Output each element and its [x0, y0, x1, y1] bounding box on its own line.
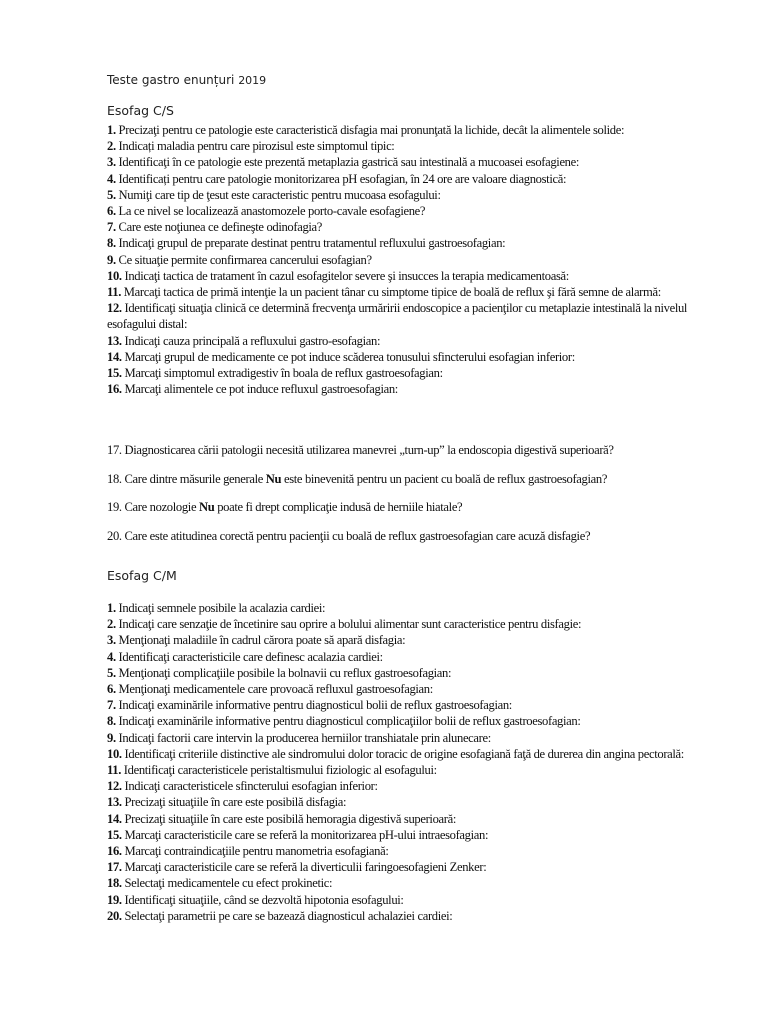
question-text: Precizaţi situaţiile în care este posibilă hemoragia digestivă superioară: — [121, 811, 456, 826]
question-number: 1. — [107, 601, 116, 615]
question-text: Marcaţi tactica de primă intenţie la un pacient tânar cu simptome tipice de boală de reflux şi fără semne de alarmă: — [121, 285, 661, 300]
question-item — [107, 681, 717, 697]
question-text: Marcaţi alimentele ce pot induce refluxul gastroesofagian: — [121, 382, 398, 397]
question-text: Marcaţi caracteristicile care se referă la diverticulii faringoesofagieni Zenker: — [121, 860, 487, 875]
question-text: Marcaţi contraindicaţiile pentru manometria esofagiană: — [121, 844, 389, 859]
question-number: 17. — [107, 443, 122, 457]
question-number: 19. — [107, 892, 122, 907]
question-number: 3. — [107, 633, 116, 648]
question-text: Marcaţi simptomul extradigestiv în boala de reflux gastroesofagian: — [121, 366, 443, 381]
question-text: Indicaţi caracteristicele sfincterului esofagian inferior: — [121, 779, 378, 794]
question-text: Selectaţi medicamentele cu efect prokinetic: — [121, 876, 333, 891]
question-text: Indicați maladia pentru care pirozisul este simptomul tipic: — [115, 139, 395, 154]
question-item — [107, 665, 717, 681]
question-item — [107, 713, 717, 729]
question-text: Indicaţi tactica de tratament în cazul esofagitelor severe şi insucces la terapia medicamentoasă: — [121, 268, 569, 283]
question-number: 17. — [107, 860, 122, 875]
question-item — [107, 616, 717, 632]
question-item — [107, 811, 717, 827]
question-number: 16. — [107, 382, 122, 397]
question-item — [107, 381, 717, 397]
question-text: Identificați pentru care patologie monitorizarea pH esofagian, în 24 ore are valoare diagnostică: — [115, 171, 567, 186]
question-item — [107, 284, 717, 300]
question-item — [107, 122, 717, 138]
question-text-before: Care nozologie — [121, 500, 199, 515]
question-text: Menţionaţi maladiile în cadrul cărora poate să apară disfagia: — [115, 633, 406, 648]
question-item — [107, 333, 717, 349]
question-number: 11. — [107, 285, 121, 300]
question-text: Precizaţi pentru ce patologie este caracteristică disfagia mai pronunţată la lichide, decât la alimentele solide: — [115, 123, 625, 137]
question-item — [107, 300, 717, 332]
question-item — [107, 365, 717, 381]
question-text: Menţionaţi complicaţiile posibile la bolnavii cu reflux gastroesofagian: — [115, 665, 452, 680]
question-item — [107, 827, 717, 843]
question-number: 7. — [107, 220, 116, 235]
question-item — [107, 778, 717, 794]
question-number: 5. — [107, 187, 116, 202]
question-number: 2. — [107, 139, 116, 154]
question-item — [107, 892, 717, 908]
section-label-esofag-cs: Esofag C/S — [107, 103, 174, 118]
question-number: 9. — [107, 730, 116, 745]
question-item — [107, 442, 727, 458]
question-text: Identificaţi caracteristicile care definesc acalazia cardiei: — [115, 649, 383, 664]
question-text: Indicaţi care senzaţie de încetinire sau oprire a bolului alimentar sunt caracteristice pentru disfagie: — [115, 617, 582, 632]
question-text: Identificaţi criteriile distinctive ale sindromului dolor toracic de origine esofagiană faţă de durerea din angina pectorală: — [121, 746, 684, 761]
question-number: 10. — [107, 746, 122, 761]
question-number: 20. — [107, 908, 122, 923]
question-item — [107, 875, 717, 891]
question-text: Ce situaţie permite confirmarea cancerului esofagian? — [115, 252, 372, 267]
question-number: 18. — [107, 471, 122, 486]
question-item — [107, 528, 727, 544]
question-number: 1. — [107, 123, 116, 137]
question-number: 6. — [107, 204, 116, 219]
question-number: 15. — [107, 366, 122, 381]
question-text: Indicaţi examinările informative pentru diagnosticul bolii de reflux gastroesofagian: — [115, 698, 512, 713]
question-text: Indicaţi grupul de preparate destinat pentru tratamentul refluxului gastroesofagian: — [115, 236, 506, 251]
question-number: 16. — [107, 844, 122, 859]
question-text: Indicaţi cauza principală a refluxului gastro-esofagian: — [121, 333, 381, 348]
question-number: 14. — [107, 349, 122, 364]
question-item — [107, 187, 717, 203]
question-text-before: Care este atitudinea corectă pentru pacienţii cu boală de reflux gastroesofagian care acuză disfagie? — [121, 529, 591, 544]
question-item — [107, 499, 727, 515]
question-item — [107, 600, 717, 616]
question-item — [107, 908, 717, 924]
document-title — [107, 73, 266, 87]
question-emphasis: Nu — [198, 500, 215, 515]
question-item — [107, 730, 717, 746]
question-number: 15. — [107, 827, 122, 842]
question-item — [107, 235, 717, 251]
question-text: Identificaţi situaţiile, când se dezvoltă hipotonia esofagului: — [121, 892, 404, 907]
question-text: Identificaţi situaţia clinică ce determină frecvenţa urmăririi endoscopice a pacienţilor cu metaplazie intestinală la nivelul esofagului distal: — [107, 301, 688, 332]
question-text: Marcaţi caracteristicile care se referă la monitorizarea pH-ului intraesofagian: — [121, 827, 489, 842]
question-item — [107, 252, 717, 268]
section-label-esofag-cm: Esofag C/M — [107, 568, 177, 583]
question-item — [107, 203, 717, 219]
question-number: 2. — [107, 617, 116, 632]
question-item — [107, 349, 717, 365]
question-text: Indicaţi examinările informative pentru diagnosticul complicaţiilor bolii de reflux gastroesofagian: — [115, 714, 581, 729]
question-text: Precizaţi situaţiile în care este posibilă disfagia: — [121, 795, 347, 810]
question-number: 5. — [107, 665, 116, 680]
question-item — [107, 649, 717, 665]
question-number: 9. — [107, 252, 116, 267]
question-number: 4. — [107, 649, 116, 664]
question-text-after: este binevenită pentru un pacient cu boală de reflux gastroesofagian? — [281, 471, 608, 486]
question-item — [107, 746, 717, 762]
question-number: 14. — [107, 811, 122, 826]
question-number: 10. — [107, 268, 122, 283]
question-number: 7. — [107, 698, 116, 713]
question-number: 8. — [107, 714, 116, 729]
question-number: 18. — [107, 876, 122, 891]
question-number: 8. — [107, 236, 116, 251]
question-text: Numiţi care tip de ţesut este caracteristic pentru mucoasa esofagului: — [115, 187, 441, 202]
question-list-cs-part-a — [107, 122, 717, 397]
question-text-after: poate fi drept complicaţie indusă de herniile hiatale? — [214, 500, 463, 515]
question-item — [107, 171, 717, 187]
document-title-main: Teste gastro enunțuri — [107, 73, 235, 87]
question-list-cs-part-b — [107, 442, 727, 557]
question-text: Identificaţi în ce patologie este prezentă metaplazia gastrică sau intestinală a mucoasei esofagiene: — [115, 155, 580, 170]
question-text: Selectaţi parametrii pe care se bazează diagnosticul achalaziei cardiei: — [121, 908, 453, 923]
question-item — [107, 794, 717, 810]
question-emphasis: Nu — [265, 471, 282, 486]
question-text-before: Diagnosticarea cării patologii necesită utilizarea manevrei „turn-up” la endoscopia digestivă superioară? — [121, 443, 614, 457]
question-number: 4. — [107, 171, 116, 186]
question-number: 13. — [107, 333, 122, 348]
question-number: 11. — [107, 763, 121, 778]
question-item — [107, 219, 717, 235]
question-item — [107, 859, 717, 875]
question-item — [107, 268, 717, 284]
question-number: 13. — [107, 795, 122, 810]
question-item — [107, 697, 717, 713]
question-number: 12. — [107, 779, 122, 794]
question-text-before: Care dintre măsurile generale — [121, 471, 266, 486]
question-text: Indicaţi factorii care intervin la producerea herniilor transhiatale prin alunecare: — [115, 730, 491, 745]
question-number: 3. — [107, 155, 116, 170]
question-item — [107, 138, 717, 154]
question-text: La ce nivel se localizează anastomozele porto-cavale esofagiene? — [115, 204, 426, 219]
question-text: Marcaţi grupul de medicamente ce pot induce scăderea tonusului sfincterului esofagian inferior: — [121, 349, 575, 364]
question-item — [107, 762, 717, 778]
question-item — [107, 843, 717, 859]
question-list-cm — [107, 600, 717, 924]
question-text: Menţionaţi medicamentele care provoacă refluxul gastroesofagian: — [115, 682, 433, 697]
question-number: 20. — [107, 529, 122, 544]
question-number: 19. — [107, 500, 122, 515]
question-item — [107, 632, 717, 648]
question-text: Indicaţi semnele posibile la acalazia cardiei: — [115, 601, 326, 615]
question-number: 12. — [107, 301, 122, 316]
question-item — [107, 154, 717, 170]
question-text: Identificaţi caracteristicele peristaltismului fiziologic al esofagului: — [121, 763, 437, 778]
question-item — [107, 471, 727, 487]
question-text: Care este noţiunea ce defineşte odinofagia? — [115, 220, 323, 235]
question-number: 6. — [107, 682, 116, 697]
document-title-year: 2019 — [238, 74, 267, 87]
